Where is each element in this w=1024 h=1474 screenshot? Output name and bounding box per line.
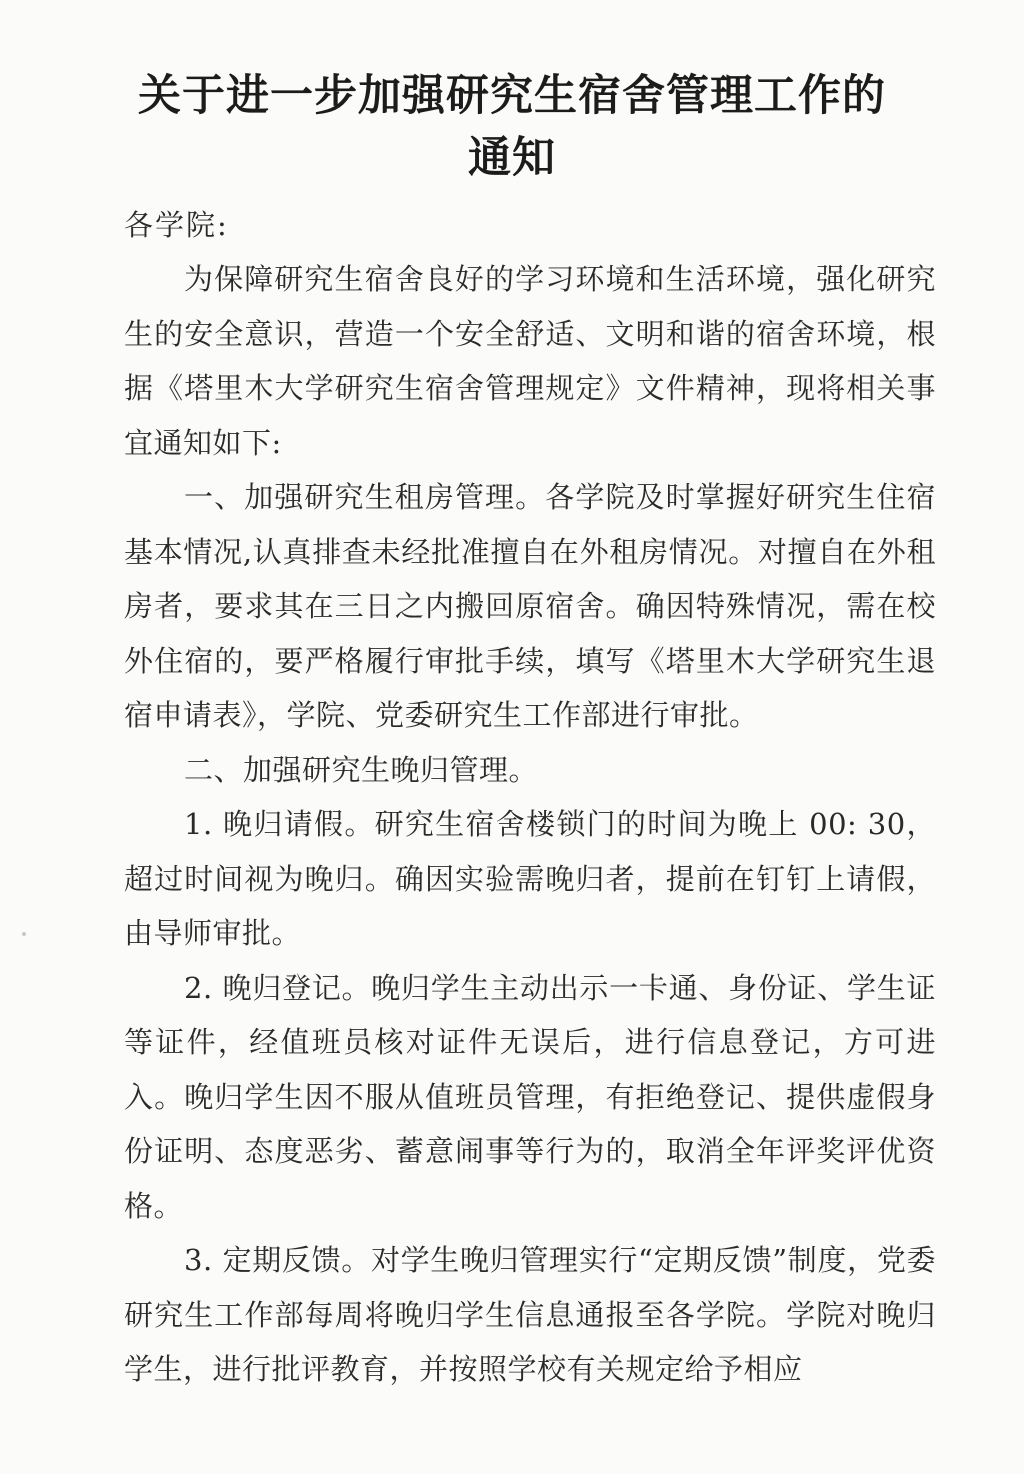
document-title-line-1: 关于进一步加强研究生宿舍管理工作的 [138, 71, 886, 121]
paragraph-intro: 为保障研究生宿舍良好的学习环境和生活环境，强化研究生的安全意识，营造一个安全舒适、文明和谐的宿舍环境，根据《塔里木大学研究生宿舍管理规定》文件精神，现将相关事宜通知如下: [124, 262, 936, 460]
document-body [124, 252, 936, 1397]
paragraph-item-2: 2. 晚归登记。晚归学生主动出示一卡通、身份证、学生证等证件，经值班员核对证件无误后，进行信息登记，方可进入。晚归学生因不服从值班员管理，有拒绝登记、提供虚假身份证明、态度恶劣、蓄意闹事等行为的，取消全年评奖评优资格。 [124, 970, 936, 1223]
paragraph-section-1: 一、加强研究生租房管理。各学院及时掌握好研究生住宿基本情况,认真排查未经批准擅自在外租房情况。对擅自在外租房者，要求其在三日之内搬回原宿舍。确因特殊情况，需在校外住宿的，要严格履行审批手续，填写《塔里木大学研究生退宿申请表》，学院、党委研究生工作部进行审批。 [124, 480, 936, 732]
scan-speck [22, 932, 26, 936]
paragraph-item-3: 3. 定期反馈。对学生晚归管理实行“定期反馈”制度，党委研究生工作部每周将晚归学生信息通报至各学院。学院对晚归学生，进行批评教育，并按照学校有关规定给予相应 [124, 1243, 936, 1386]
document-title-line-2: 通知 [468, 133, 556, 183]
paragraph-item-1: 1. 晚归请假。研究生宿舍楼锁门的时间为晚上 00: 30，超过时间视为晚归。确因实验需晚归者，提前在钉钉上请假，由导师审批。 [124, 807, 936, 950]
paragraph-section-2-heading: 二、加强研究生晚归管理。 [184, 752, 539, 787]
salutation: 各学院: [124, 208, 229, 242]
